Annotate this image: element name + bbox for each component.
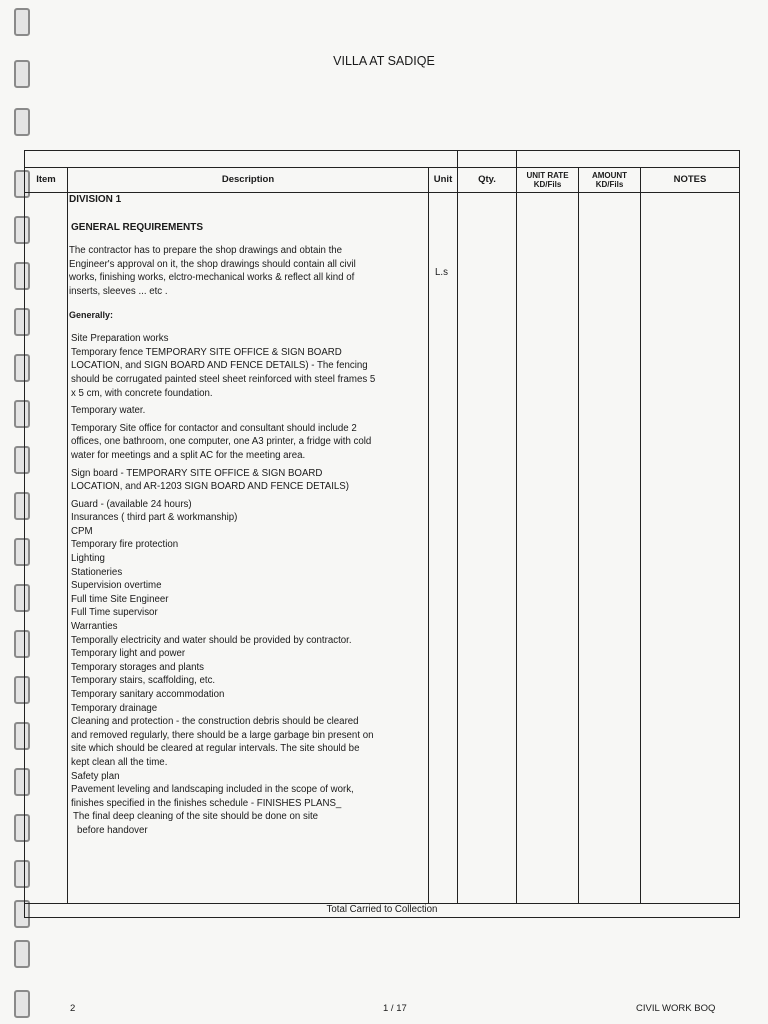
list-item: Temporary light and power bbox=[71, 648, 186, 660]
site-line: Site Preparation works bbox=[71, 333, 169, 345]
list-item: finishes specified in the finishes schedule - FINISHES PLANS_ bbox=[71, 797, 342, 809]
column-divider-unit bbox=[457, 151, 458, 903]
list-item: Insurances ( third part & workmanship) bbox=[71, 512, 238, 524]
intro-line: The contractor has to prepare the shop drawings and obtain the bbox=[69, 245, 343, 257]
intro-line: works, finishing works, elctro-mechanical works & reflect all kind of bbox=[69, 272, 355, 284]
division-title: DIVISION 1 bbox=[69, 194, 122, 205]
list-item: Temporary sanitary accommodation bbox=[71, 689, 225, 700]
binder-hole bbox=[14, 940, 30, 968]
description-cell bbox=[69, 193, 431, 838]
header-notes: NOTES bbox=[673, 174, 707, 185]
binder-hole bbox=[14, 108, 30, 136]
list-item: Pavement leveling and landscaping included in the scope of work, bbox=[71, 784, 354, 796]
final-line: before handover bbox=[77, 824, 148, 836]
list-item: kept clean all the time. bbox=[71, 756, 168, 768]
list-item: Temporally electricity and water should be provided by contractor. bbox=[71, 634, 352, 646]
header-amount-line2: KD/Fils bbox=[595, 180, 624, 189]
site-line: Temporary fence TEMPORARY SITE OFFICE & SIGN BOARD bbox=[71, 346, 342, 358]
office-line: water for meetings and a split AC for the meeting area. bbox=[71, 449, 306, 461]
footer-page-number: 2 bbox=[70, 1003, 76, 1014]
document-title: VILLA AT SADIQE bbox=[333, 54, 435, 68]
requirements-list bbox=[69, 498, 431, 811]
sign-line: Sign board - TEMPORARY SITE OFFICE & SIGN BOARD bbox=[71, 467, 323, 479]
column-divider-item bbox=[67, 167, 68, 903]
list-item: Guard - (available 24 hours) bbox=[71, 498, 192, 510]
binder-hole bbox=[14, 8, 30, 36]
header-unit: Unit bbox=[433, 174, 453, 185]
list-item: Temporary fire protection bbox=[71, 539, 179, 551]
binder-hole bbox=[14, 990, 30, 1018]
list-item: Lighting bbox=[71, 553, 105, 565]
list-item: site which should be cleared at regular intervals. The site should be bbox=[71, 743, 360, 755]
column-divider-amount bbox=[640, 167, 641, 903]
intro-line: inserts, sleeves ... etc . bbox=[69, 285, 168, 297]
boq-table bbox=[24, 150, 740, 918]
intro-line: Engineer's approval on it, the shop drawings should contain all civil bbox=[69, 258, 356, 270]
list-item: CPM bbox=[71, 525, 93, 537]
sign-board-block bbox=[69, 467, 431, 494]
header-qty: Qty. bbox=[478, 174, 496, 185]
final-line: The final deep cleaning of the site should be done on site bbox=[73, 811, 319, 823]
total-carried-row: Total Carried to Collection bbox=[326, 904, 438, 915]
header-item: Item bbox=[36, 174, 56, 185]
list-item: Temporary stairs, scaffolding, etc. bbox=[71, 675, 216, 687]
list-item: Full Time supervisor bbox=[71, 607, 158, 619]
list-item: Cleaning and protection - the construction debris should be cleared bbox=[71, 716, 359, 728]
header-unit-rate-line1: UNIT RATE bbox=[526, 171, 569, 180]
header-amount bbox=[579, 168, 640, 192]
site-line: x 5 cm, with concrete foundation. bbox=[71, 387, 213, 399]
header-amount-line1: AMOUNT bbox=[591, 171, 628, 180]
footer-page-count: 1 / 17 bbox=[383, 1003, 407, 1014]
header-description: Description bbox=[221, 174, 275, 185]
list-item: Warranties bbox=[71, 621, 118, 633]
list-item: Full time Site Engineer bbox=[71, 593, 169, 605]
list-item: and removed regularly, there should be a large garbage bin present on bbox=[71, 729, 374, 741]
intro-unit-value: L.s bbox=[435, 267, 448, 278]
temporary-water-line: Temporary water. bbox=[71, 405, 146, 417]
list-item: Temporary drainage bbox=[71, 702, 158, 714]
sign-line: LOCATION, and AR-1203 SIGN BOARD AND FENCE DETAILS) bbox=[71, 481, 349, 493]
section-title: GENERAL REQUIREMENTS bbox=[71, 221, 204, 233]
generally-label: Generally: bbox=[69, 309, 114, 320]
office-line: offices, one bathroom, one computer, one A3 printer, a fridge with cold bbox=[71, 436, 372, 448]
site-preparation-block bbox=[69, 332, 431, 400]
list-item: Stationeries bbox=[71, 566, 123, 578]
list-item: Supervision overtime bbox=[71, 580, 162, 592]
intro-paragraph bbox=[69, 244, 431, 298]
header-unit-rate-line2: KD/Fils bbox=[533, 180, 562, 189]
header-unit-rate bbox=[517, 168, 578, 192]
office-line: Temporary Site office for contactor and consultant should include 2 bbox=[71, 422, 357, 434]
site-line: LOCATION, and SIGN BOARD AND FENCE DETAILS) - The fencing bbox=[71, 360, 368, 372]
footer-section-label: CIVIL WORK BOQ bbox=[636, 1003, 716, 1014]
list-item: Temporary storages and plants bbox=[71, 661, 205, 673]
column-divider-qty bbox=[516, 151, 517, 903]
column-divider-rate bbox=[578, 167, 579, 903]
site-office-block bbox=[69, 422, 431, 463]
final-cleaning-block bbox=[69, 810, 431, 837]
site-line: should be corrugated painted steel sheet reinforced with steel frames 5 bbox=[71, 373, 376, 385]
list-item: Safety plan bbox=[71, 770, 120, 782]
